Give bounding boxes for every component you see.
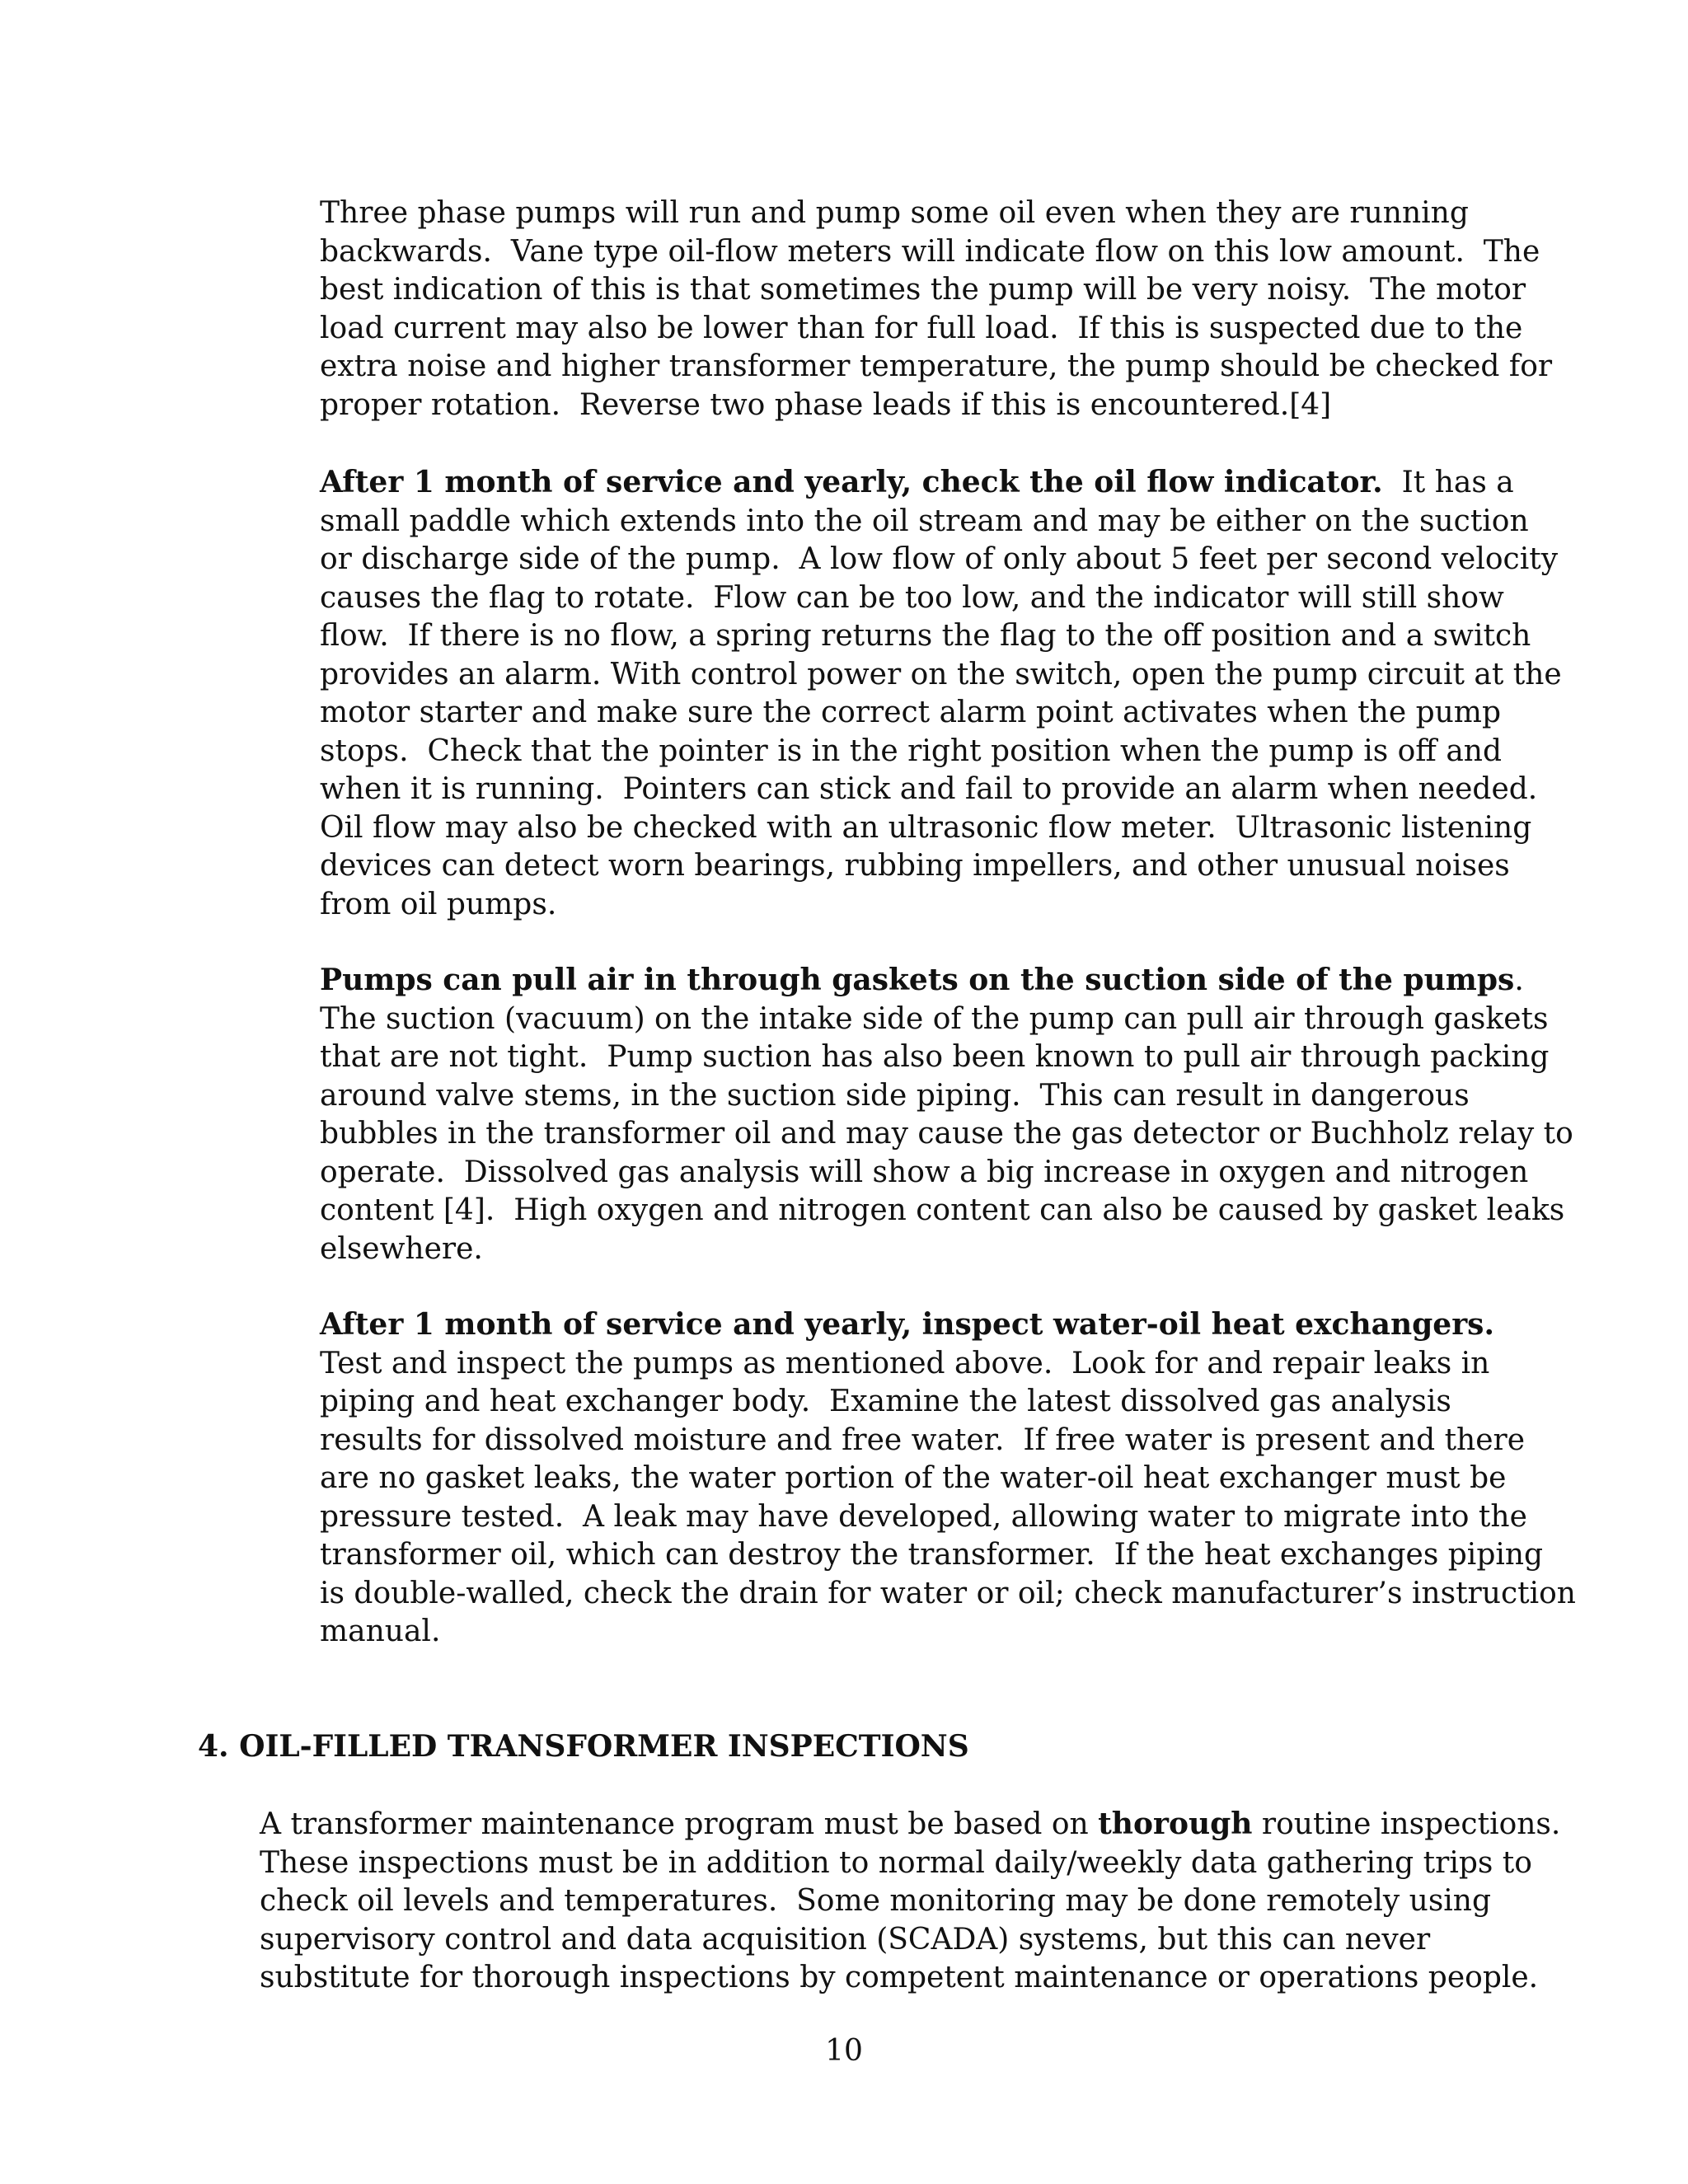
text-line: extra noise and higher transformer temperature, the pump should be checked for — [320, 349, 1553, 383]
text-line: Three phase pumps will run and pump some oil even when they are running — [320, 196, 1469, 230]
text-line — [320, 1305, 1494, 1345]
text-line: from oil pumps. — [320, 887, 557, 921]
text-line: pressure tested. A leak may have developed, allowing water to migrate into the — [320, 1499, 1527, 1534]
text-run: A transformer maintenance program must be based on — [260, 1807, 1099, 1841]
text-run: . — [1514, 963, 1524, 997]
text-line: or discharge side of the pump. A low flow of only about 5 feet per second velocity — [320, 542, 1559, 576]
paragraph-pump-backwards — [320, 194, 1553, 424]
text-line: Test and inspect the pumps as mentioned above. Look for and repair leaks in — [320, 1346, 1490, 1380]
text-line: supervisory control and data acquisition (SCADA) systems, but this can never — [260, 1922, 1431, 1957]
text-line: These inspections must be in addition to normal daily/weekly data gathering trips to — [260, 1845, 1532, 1880]
text-line: motor starter and make sure the correct alarm point activates when the pump — [320, 696, 1501, 729]
text-line: when it is running. Pointers can stick and fail to provide an alarm when needed. — [320, 772, 1538, 806]
text-line: is double-walled, check the drain for water or oil; check manufacturer’s instruction — [320, 1576, 1576, 1610]
text-line: transformer oil, which can destroy the transformer. If the heat exchanges piping — [320, 1538, 1544, 1572]
text-line: piping and heat exchanger body. Examine the latest dissolved gas analysis — [320, 1385, 1451, 1418]
text-line: causes the flag to rotate. Flow can be too low, and the indicator will still show — [320, 580, 1504, 615]
text-line: backwards. Vane type oil-flow meters will indicate flow on this low amount. The — [320, 234, 1540, 269]
text-line: load current may also be lower than for full load. If this is suspected due to the — [320, 311, 1523, 345]
bold-lead: After 1 month of service and yearly, check the oil flow indicator. — [320, 465, 1383, 499]
text-line: devices can detect worn bearings, rubbing impellers, and other unusual noises — [320, 849, 1510, 883]
page-number: 10 — [825, 2034, 863, 2068]
text-line: Oil flow may also be checked with an ultrasonic flow meter. Ultrasonic listening — [320, 810, 1532, 845]
text-line: content [4]. High oxygen and nitrogen content can also be caused by gasket leaks — [320, 1193, 1565, 1227]
text-line: bubbles in the transformer oil and may cause the gas detector or Buchholz relay to — [320, 1117, 1573, 1151]
bold-lead: After 1 month of service and yearly, inspect water-oil heat exchangers. — [320, 1307, 1494, 1342]
text-line: results for dissolved moisture and free water. If free water is present and there — [320, 1422, 1526, 1457]
text-line — [320, 961, 1524, 1001]
text-run: It has a — [1382, 466, 1514, 499]
text-line: around valve stems, in the suction side piping. This can result in dangerous — [320, 1078, 1470, 1113]
text-line: are no gasket leaks, the water portion of the water-oil heat exchanger must be — [320, 1461, 1507, 1495]
text-line: small paddle which extends into the oil stream and may be either on the suction — [320, 504, 1529, 538]
text-line: proper rotation. Reverse two phase leads if this is encountered.[4] — [320, 387, 1332, 422]
paragraph-oil-flow-indicator — [320, 463, 1562, 924]
text-line: elsewhere. — [320, 1231, 483, 1266]
text-line: that are not tight. Pump suction has also been known to pull air through packing — [320, 1040, 1550, 1074]
bold-lead: Pumps can pull air in through gaskets on the suction side of the pumps — [320, 963, 1515, 997]
section-heading: 4. OIL-FILLED TRANSFORMER INSPECTIONS — [198, 1729, 969, 1764]
paragraph-section-intro — [260, 1805, 1561, 1998]
text-line: manual. — [320, 1615, 441, 1648]
text-line: flow. If there is no flow, a spring returns the flag to the off position and a switch — [320, 619, 1531, 653]
bold-emphasis: thorough — [1098, 1807, 1253, 1841]
text-line: provides an alarm. With control power on the switch, open the pump circuit at the — [320, 657, 1562, 691]
text-line: check oil levels and temperatures. Some monitoring may be done remotely using — [260, 1884, 1492, 1918]
text-line — [260, 1805, 1561, 1844]
paragraph-heat-exchangers — [320, 1305, 1576, 1652]
text-line: operate. Dissolved gas analysis will show a big increase in oxygen and nitrogen — [320, 1155, 1529, 1189]
text-line: best indication of this is that sometimes the pump will be very noisy. The motor — [320, 273, 1526, 307]
text-line: stops. Check that the pointer is in the right position when the pump is off and — [320, 733, 1503, 768]
text-run: routine inspections. — [1252, 1807, 1561, 1841]
text-line — [320, 463, 1514, 503]
text-line: substitute for thorough inspections by competent maintenance or operations people. — [260, 1961, 1539, 1994]
paragraph-pumps-pull-air — [320, 961, 1573, 1268]
text-line: The suction (vacuum) on the intake side of the pump can pull air through gaskets — [320, 1001, 1549, 1036]
